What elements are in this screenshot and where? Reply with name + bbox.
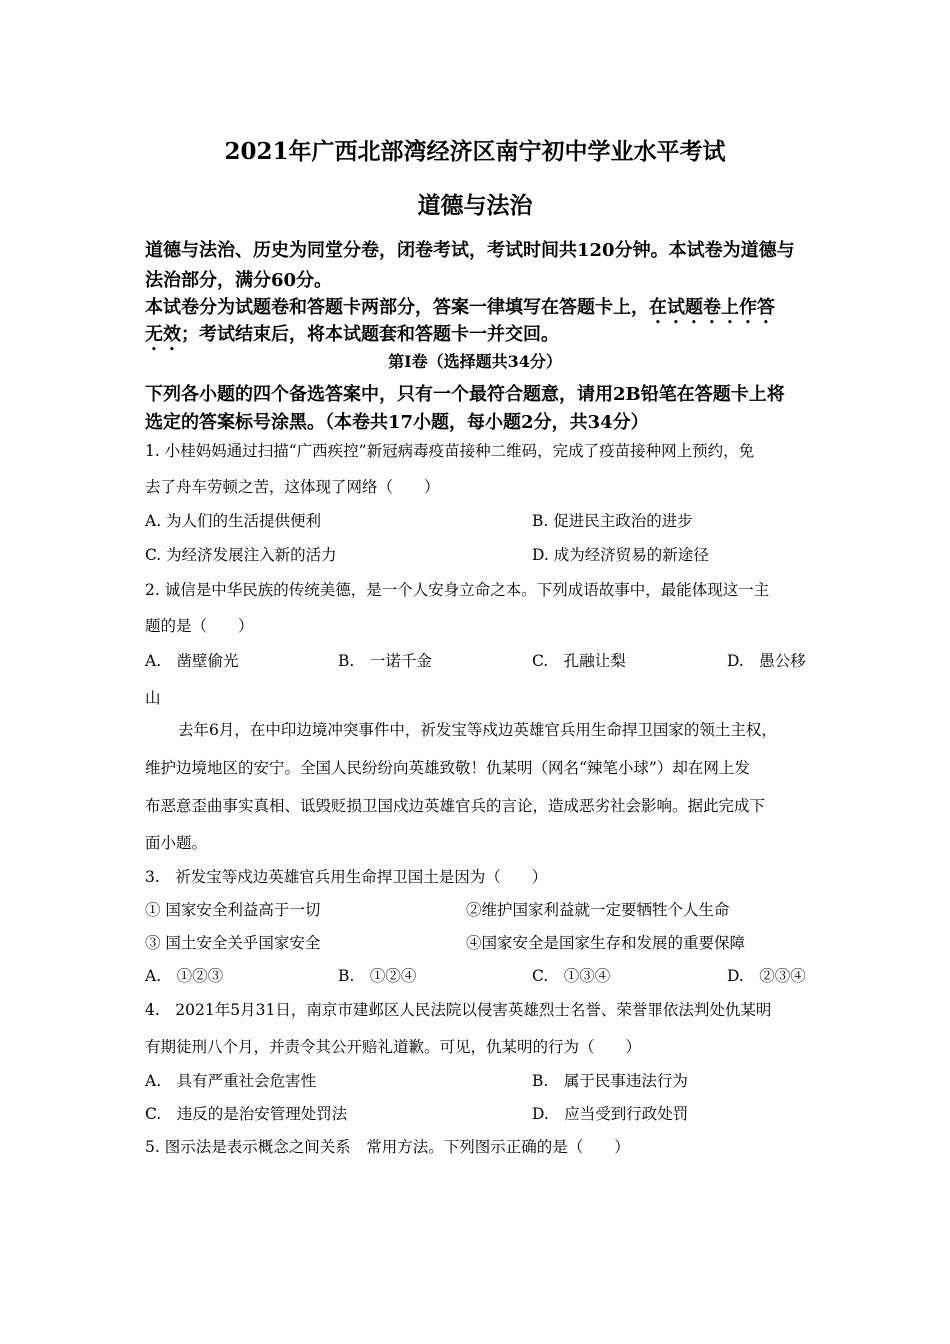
q4-stem-line-1: 4. 2021年5月31日，南京市建邺区人民法院以侵害英雄烈士名誉、荣誉罪依法判处仇某明 (145, 1001, 772, 1019)
q2-option-d: D. 愚公移 (727, 652, 806, 670)
q3-stem: 3. 祈发宝等戍边英雄官兵用生命捍卫国土是因为（ ） (145, 868, 548, 886)
q4-stem-line-2: 有期徒刑八个月，并责令其公开赔礼道歉。可见，仇某明的行为（ ） (145, 1038, 642, 1056)
passage-line-1: 去年6月，在中印边境冲突事件中，祈发宝等戍边英雄官兵用生命捍卫国家的领土主权， (178, 721, 777, 739)
q4-option-c: C. 违反的是治安管理处罚法 (145, 1105, 348, 1123)
instruction-line-4-plain: ；考试结束后，将本试题套和答题卡一并交回。 (181, 324, 559, 345)
q1-option-c: C. 为经济发展注入新的活力 (145, 546, 337, 564)
q3-option-a: A. ①②③ (145, 967, 224, 985)
instruction-line-1: 道德与法治、历史为同堂分卷，闭卷考试，考试时间共120分钟。本试卷为道德与 (145, 240, 795, 261)
q3-statement-4: ④国家安全是国家生存和发展的重要保障 (466, 934, 746, 952)
q3-option-d: D. ②③④ (727, 967, 806, 985)
q2-option-c: C. 孔融让梨 (532, 652, 626, 670)
q1-option-d: D. 成为经济贸易的新途径 (532, 546, 709, 564)
section-instruction-1: 下列各小题的四个备选答案中，只有一个最符合题意，请用2B铅笔在答题卡上将 (145, 384, 785, 405)
passage-line-3: 布恶意歪曲事实真相、诋毁贬损卫国戍边英雄官兵的言论，造成恶劣社会影响。据此完成下 (145, 797, 766, 815)
section-title: 第Ⅰ卷（选择题共34分） (388, 352, 562, 371)
instruction-line-2: 法治部分，满分60分。 (145, 270, 333, 291)
q4-option-d: D. 应当受到行政处罚 (532, 1105, 689, 1123)
passage-line-2: 维护边境地区的安宁。全国人民纷纷向英雄致敬！仇某明（网名“辣笔小球”）却在网上发 (145, 759, 750, 777)
q3-option-c: C. ①③④ (532, 967, 611, 985)
instruction-line-4-emphasis: 无效 (145, 324, 181, 345)
q2-option-a: A. 凿壁偷光 (145, 652, 239, 670)
q4-option-a: A. 具有严重社会危害性 (145, 1072, 317, 1090)
q3-statement-3: ③ 国土安全关乎国家安全 (145, 934, 321, 952)
q1-option-b: B. 促进民主政治的进步 (532, 512, 693, 530)
q3-statement-2: ②维护国家利益就一定要牺牲个人生命 (466, 901, 730, 919)
q2-option-d-wrap: 山 (145, 689, 161, 707)
q2-stem-line-2: 题的是（ ） (145, 617, 254, 635)
section-instruction-2: 选定的答案标号涂黑。（本卷共17小题，每小题2分，共34分） (145, 412, 649, 433)
q2-stem-line-1: 2. 诚信是中华民族的传统美德，是一个人安身立命之本。下列成语故事中，最能体现这一主 (145, 581, 770, 599)
instruction-line-3-emphasis: 在试题卷上作答 (649, 297, 775, 318)
passage-line-4: 面小题。 (145, 834, 208, 852)
q1-stem-line-1: 1. 小桂妈妈通过扫描“广西疾控”新冠病毒疫苗接种二维码，完成了疫苗接种网上预约，免 (145, 442, 755, 460)
exam-title: 2021年广西北部湾经济区南宁初中学业水平考试 (224, 138, 726, 165)
subject-title: 道德与法治 (417, 192, 533, 219)
q3-option-b: B. ①②④ (338, 967, 417, 985)
q5-stem: 5. 图示法是表示概念之间关系 常用方法。下列图示正确的是（ ） (145, 1138, 630, 1156)
q1-option-a: A. 为人们的生活提供便利 (145, 512, 322, 530)
q3-statement-1: ① 国家安全利益高于一切 (145, 901, 321, 919)
q2-option-b: B. 一诺千金 (338, 652, 432, 670)
q1-stem-line-2: 去了舟车劳顿之苦，这体现了网络（ ） (145, 478, 440, 496)
q4-option-b: B. 属于民事违法行为 (532, 1072, 688, 1090)
instruction-line-3-plain: 本试卷分为试题卷和答题卡两部分，答案一律填写在答题卡上， (145, 297, 649, 318)
